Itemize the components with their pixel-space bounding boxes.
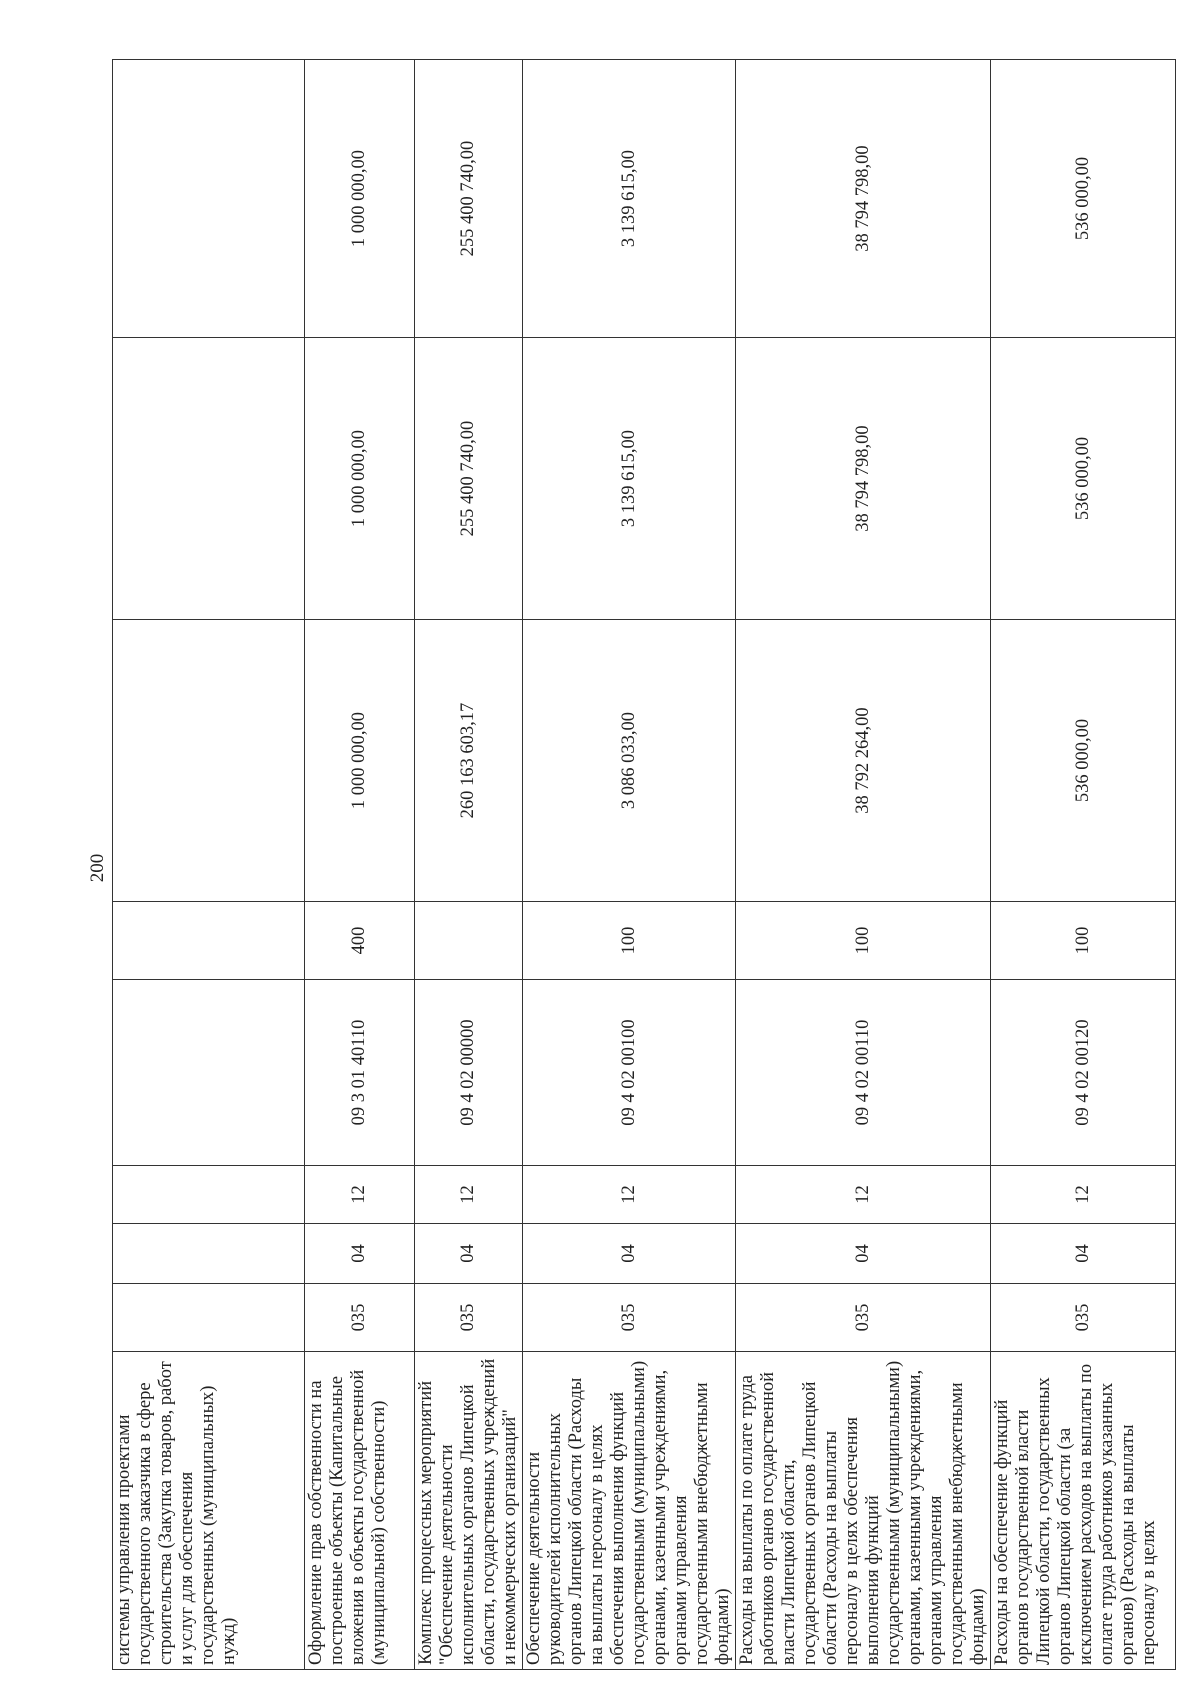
target-article-cell: 09 4 02 00100 (523, 980, 736, 1166)
amount-2024-cell: 3 086 033,00 (523, 620, 736, 902)
ministry-code-cell (113, 1284, 305, 1352)
amount-2026-cell: 255 400 740,00 (415, 60, 523, 338)
target-article-cell: 09 3 01 40110 (305, 980, 415, 1166)
amount-2026-cell: 536 000,00 (991, 60, 1176, 338)
ministry-code-cell: 035 (305, 1284, 415, 1352)
table-row (113, 60, 305, 1670)
expense-type-cell: 100 (523, 902, 736, 980)
amount-2026-cell: 3 139 615,00 (523, 60, 736, 338)
amount-2025-cell: 3 139 615,00 (523, 338, 736, 620)
row-name-cell: Расходы на обеспечение функций органов государственной власти Липецкой области, государственных органов Липецкой области (за исключением расходов на выплаты по оплате труда работников указанных органов) (Расходы на выплаты персоналу в целях (991, 1352, 1176, 1670)
table-row (736, 60, 991, 1670)
amount-2024-cell: 260 163 603,17 (415, 620, 523, 902)
expense-type-cell: 100 (991, 902, 1176, 980)
section-code-cell (113, 1224, 305, 1284)
subsection-code-cell: 12 (523, 1166, 736, 1224)
row-name-cell: Комплекс процессных мероприятий "Обеспечение деятельности исполнительных органов Липецкой области, государственных учреждений и некоммерческих организаций" (415, 1352, 523, 1670)
section-code-cell: 04 (523, 1224, 736, 1284)
target-article-cell (113, 980, 305, 1166)
amount-2024-cell: 536 000,00 (991, 620, 1176, 902)
amount-2026-cell: 38 794 798,00 (736, 60, 991, 338)
expense-type-cell (415, 902, 523, 980)
budget-table (112, 59, 1176, 1670)
table-row (415, 60, 523, 1670)
row-name-cell: Расходы на выплаты по оплате труда работников органов государственной власти Липецкой области, государственных органов Липецкой области (Расходы на выплаты персоналу в целях обеспечения выполнения функций государственными (муниципальными) органами, казенными учреждениями, органами управления государственными внебюджетными фондами) (736, 1352, 991, 1670)
target-article-cell: 09 4 02 00110 (736, 980, 991, 1166)
expense-type-cell: 100 (736, 902, 991, 980)
section-code-cell: 04 (736, 1224, 991, 1284)
subsection-code-cell: 12 (736, 1166, 991, 1224)
subsection-code-cell: 12 (305, 1166, 415, 1224)
row-name-cell: системы управления проектами государственного заказчика в сфере строительства (Закупка товаров, работ и услуг для обеспечения государственных (муниципальных) нужд) (113, 1352, 305, 1670)
amount-2024-cell: 1 000 000,00 (305, 620, 415, 902)
subsection-code-cell: 12 (991, 1166, 1176, 1224)
expense-type-cell: 400 (305, 902, 415, 980)
row-name-cell: Обеспечение деятельности руководителей исполнительных органов Липецкой области (Расходы на выплаты персоналу в целях обеспечения выполнения функций государственными (муниципальными) органами, казенными учреждениями, органами управления государственными внебюджетными фондами) (523, 1352, 736, 1670)
section-code-cell: 04 (991, 1224, 1176, 1284)
budget-table-rotated (112, 60, 1159, 1670)
table-row (991, 60, 1176, 1670)
subsection-code-cell (113, 1166, 305, 1224)
amount-2025-cell: 536 000,00 (991, 338, 1176, 620)
section-code-cell: 04 (305, 1224, 415, 1284)
amount-2024-cell (113, 620, 305, 902)
section-code-cell: 04 (415, 1224, 523, 1284)
amount-2025-cell (113, 338, 305, 620)
ministry-code-cell: 035 (523, 1284, 736, 1352)
amount-2025-cell: 1 000 000,00 (305, 338, 415, 620)
expense-type-cell (113, 902, 305, 980)
ministry-code-cell: 035 (991, 1284, 1176, 1352)
table-row (523, 60, 736, 1670)
target-article-cell: 09 4 02 00000 (415, 980, 523, 1166)
amount-2025-cell: 255 400 740,00 (415, 338, 523, 620)
ministry-code-cell: 035 (736, 1284, 991, 1352)
subsection-code-cell: 12 (415, 1166, 523, 1224)
amount-2024-cell: 38 792 264,00 (736, 620, 991, 902)
amount-2025-cell: 38 794 798,00 (736, 338, 991, 620)
amount-2026-cell: 1 000 000,00 (305, 60, 415, 338)
target-article-cell: 09 4 02 00120 (991, 980, 1176, 1166)
table-row (305, 60, 415, 1670)
amount-2026-cell (113, 60, 305, 338)
row-name-cell: Оформление прав собственности на построенные объекты (Капитальные вложения в объекты государственной (муниципальной) собственности) (305, 1352, 415, 1670)
ministry-code-cell: 035 (415, 1284, 523, 1352)
page-number: 200 (87, 853, 108, 883)
